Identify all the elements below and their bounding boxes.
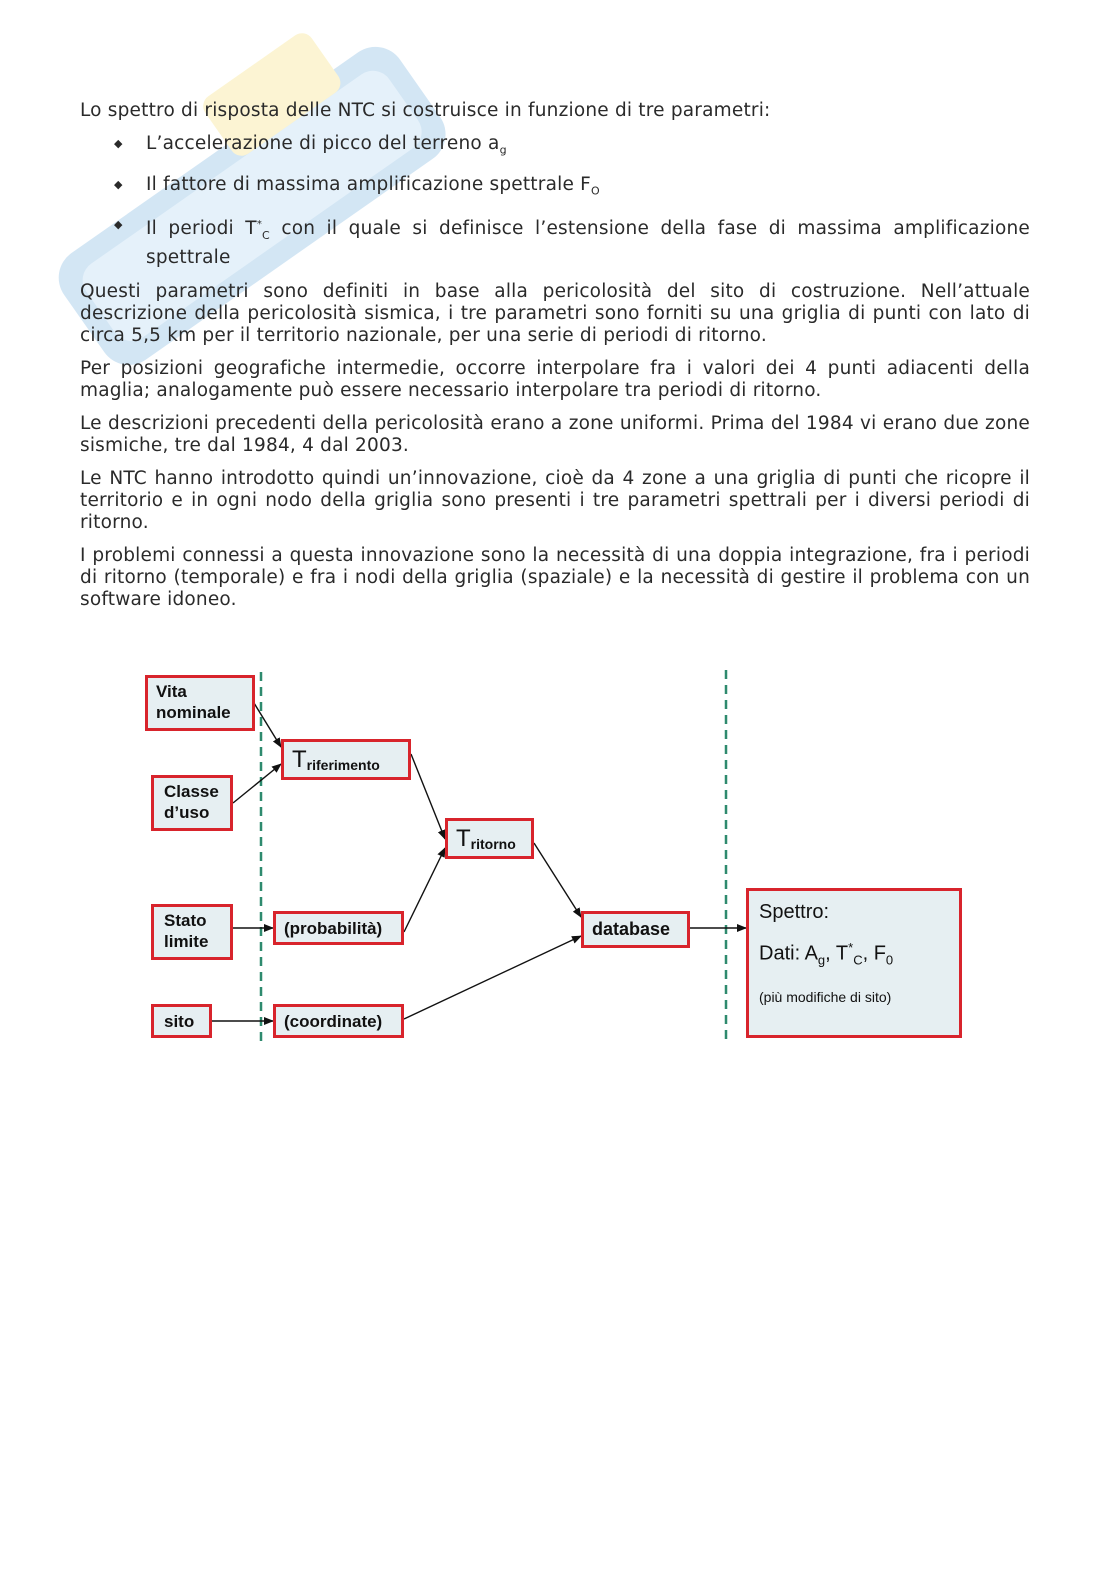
spettro-note: (più modifiche di sito) bbox=[759, 988, 892, 1005]
arrow-vita-to-triferimento bbox=[254, 703, 281, 747]
arrow-probabilita-to-tritorno bbox=[404, 848, 445, 932]
paragraph: Questi parametri sono definiti in base alla pericolosità del sito di costruzione. Nell’attuale descrizione della pericolosità sismica, i tre parametri sono forniti su una griglia di punti con lato di circa 5,5 km per il territorio nazionale, per una serie di periodi di ritorno. bbox=[80, 281, 1030, 347]
bullet-icon: ◆ bbox=[114, 218, 123, 232]
bullet-icon: ◆ bbox=[114, 137, 123, 150]
paragraph: Le descrizioni precedenti della pericolosità erano a zone uniformi. Prima del 1984 vi erano due zone sismiche, tre dal 1984, 4 dal 2003. bbox=[80, 413, 1030, 457]
box-t-riferimento: T riferimento bbox=[281, 739, 411, 780]
box-sito: sito bbox=[151, 1004, 212, 1038]
box-probabilita: (probabilità) bbox=[273, 911, 404, 945]
list-item: ◆ Il fattore di massima amplificazione spettrale $F_O$ bbox=[114, 173, 600, 198]
spettro-dati: Dati: $A_g$, $T^*_C$, $F_0$ bbox=[759, 940, 894, 968]
paragraph: Per posizioni geografiche intermedie, occorre interpolare fra i valori dei 4 punti adiacenti della maglia; analogamente può essere necessario interpolare tra periodi di ritorno. bbox=[80, 358, 1030, 402]
bullet-icon: ◆ bbox=[114, 177, 123, 191]
paragraph: I problemi connessi a questa innovazione sono la necessità di una doppia integrazione, fra i periodi di ritorno (temporale) e fra i nodi della griglia (spaziale) e la necessità di gestire il problema con un software idoneo. bbox=[80, 545, 1030, 611]
box-spettro bbox=[746, 888, 962, 1038]
list-item: ◆ L’accelerazione di picco del terreno $a_g$ bbox=[114, 133, 507, 157]
arrow-coordinate-to-database bbox=[404, 936, 581, 1019]
body-text bbox=[80, 100, 1030, 622]
arrow-tritorno-to-database bbox=[534, 843, 581, 917]
arrow-classe-to-triferimento bbox=[233, 764, 281, 803]
box-stato-limite: Stato limite bbox=[151, 904, 233, 960]
box-vita-nominale: Vita nominale bbox=[145, 675, 255, 731]
box-classe-uso: Classe d’uso bbox=[151, 775, 233, 831]
box-t-ritorno: T ritorno bbox=[445, 818, 534, 859]
box-database: database bbox=[581, 911, 690, 948]
intro-paragraph: Lo spettro di risposta delle NTC si costruisce in funzione di tre parametri: bbox=[80, 100, 771, 121]
parameter-list bbox=[80, 133, 1030, 269]
list-item: ◆ Il periodi $T^*_C$ con il quale si definisce l’estensione della fase di massima amplificazione spettrale bbox=[80, 214, 1030, 269]
paragraph: Le NTC hanno introdotto quindi un’innovazione, cioè da 4 zone a una griglia di punti che ricopre il territorio e in ogni nodo della griglia sono presenti i tre parametri spettrali per i diversi periodi di ritorno. bbox=[80, 468, 1030, 534]
arrow-triferimento-to-tritorno bbox=[411, 754, 445, 839]
box-coordinate: (coordinate) bbox=[273, 1004, 404, 1038]
spettro-title: Spettro: bbox=[759, 901, 830, 923]
